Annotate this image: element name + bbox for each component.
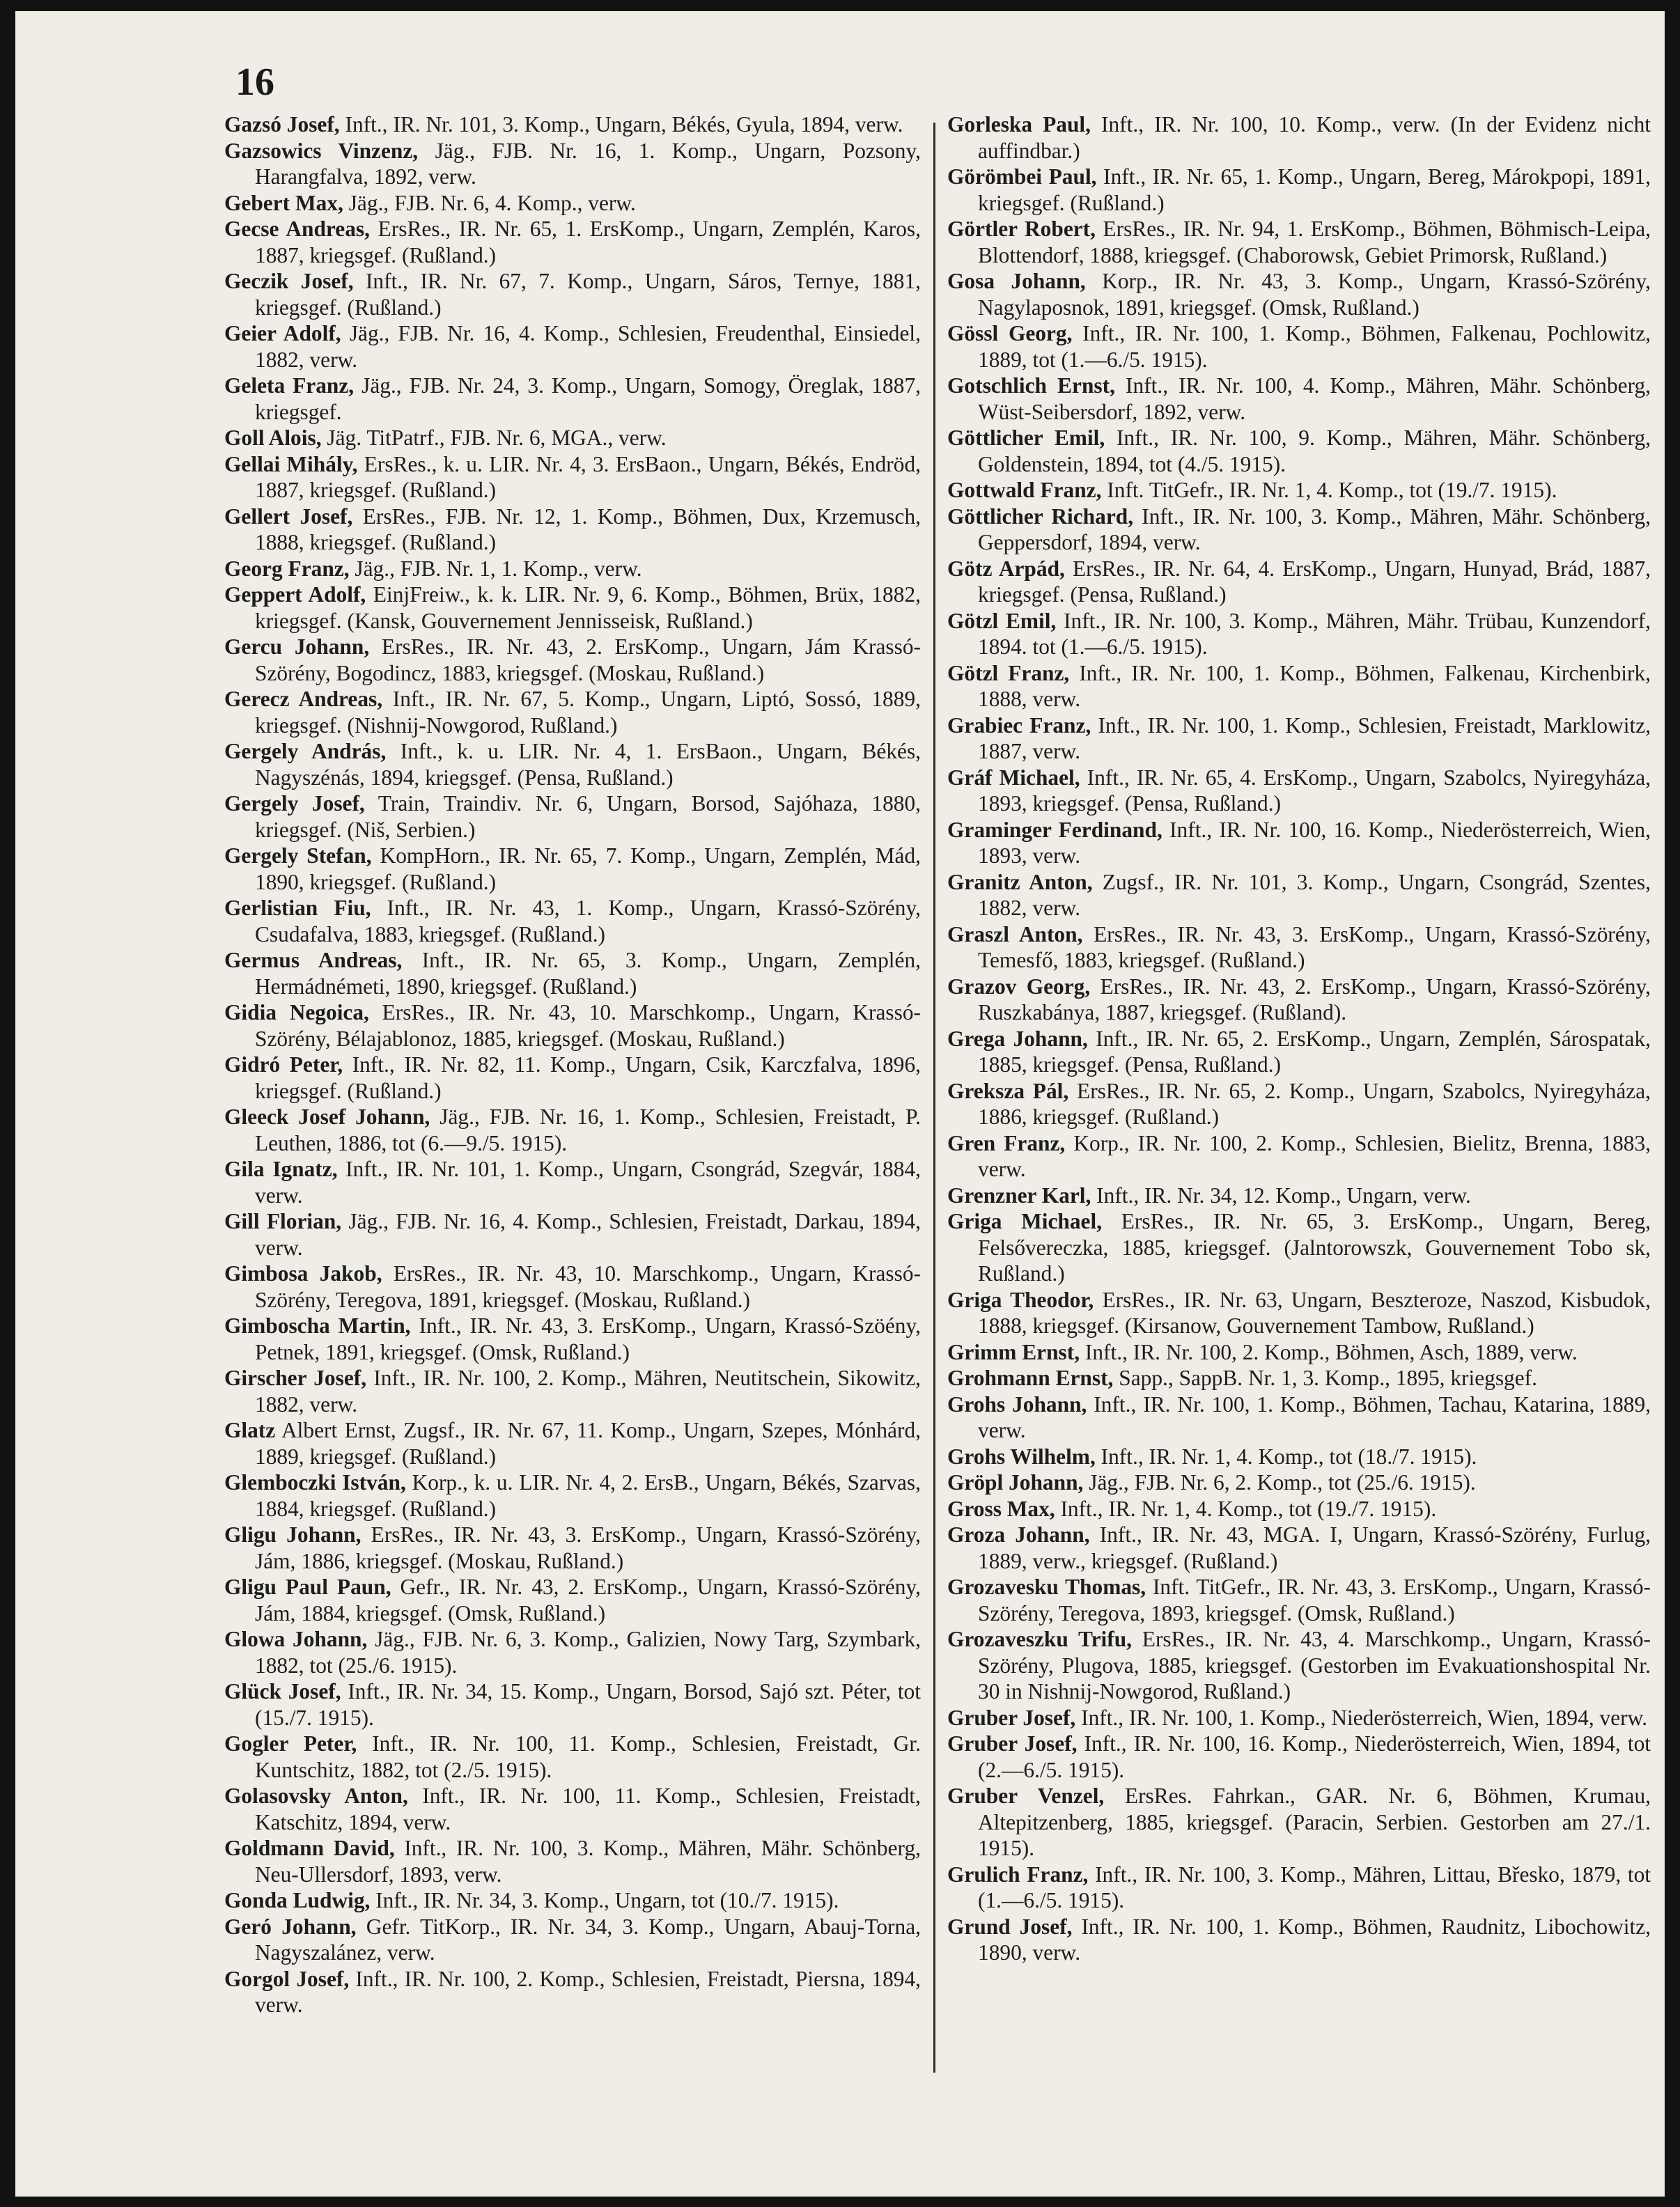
entry-details: Inft., IR. Nr. 65, 4. ErsKomp., Ungarn, Szabolcs, Nyiregyháza, 1893, kriegsgef. (Pensa, Rußland.) (978, 765, 1651, 816)
entry-name: Grozavesku Thomas, (947, 1575, 1146, 1599)
register-entry (947, 268, 1651, 320)
entry-details: Inft., k. u. LIR. Nr. 4, 1. ErsBaon., Ungarn, Békés, Nagyszénás, 1894, kriegsgef. (Pensa, Rußland.) (255, 739, 921, 790)
register-entry (947, 1183, 1651, 1209)
entry-details: Gefr., IR. Nr. 43, 2. ErsKomp., Ungarn, Krassó-Szörény, Jám, 1884, kriegsgef. (Omsk, Rußland.) (255, 1575, 921, 1625)
register-entry (947, 1496, 1651, 1522)
entry-name: Greksza Pál, (947, 1078, 1069, 1103)
entry-details: KompHorn., IR. Nr. 65, 7. Komp., Ungarn, Zemplén, Mád, 1890, kriegsgef. (Rußland.) (255, 843, 921, 894)
document-page (15, 11, 1665, 2197)
right-column (947, 111, 1651, 1966)
register-entry (224, 556, 921, 582)
register-entry (224, 1469, 921, 1522)
register-entry (947, 1444, 1651, 1470)
entry-details: Inft., IR. Nr. 100, 1. Komp., Böhmen, Falkenau, Kirchenbirk, 1888, verw. (978, 660, 1651, 711)
register-entry (947, 164, 1651, 216)
entry-details: Inft., IR. Nr. 34, 15. Komp., Ungarn, Borsod, Sajó szt. Péter, tot (15./7. 1915). (255, 1679, 921, 1730)
entry-details: Inft., IR. Nr. 100, 1. Komp., Niederösterreich, Wien, 1894, verw. (1075, 1705, 1648, 1730)
entry-name: Gogler Peter, (224, 1731, 357, 1756)
entry-details: ErsRes., IR. Nr. 65, 2. Komp., Ungarn, Szabolcs, Nyiregyháza, 1886, kriegsgef. (Rußland.) (978, 1078, 1651, 1129)
entry-name: Germus Andreas, (224, 948, 403, 972)
register-entry (224, 504, 921, 556)
entry-details: Inft., IR. Nr. 100, 1. Komp., Böhmen, Raudnitz, Libochowitz, 1890, verw. (978, 1914, 1651, 1965)
register-entry (947, 660, 1651, 712)
entry-name: Gidró Peter, (224, 1052, 343, 1077)
entry-name: Griga Michael, (947, 1209, 1103, 1233)
register-entry (947, 1469, 1651, 1496)
entry-name: Groza Johann, (947, 1522, 1090, 1547)
entry-name: Gruber Josef, (947, 1705, 1076, 1730)
entry-details: Inft., IR. Nr. 65, 1. Komp., Ungarn, Bereg, Márokpopi, 1891, kriegsgef. (Rußland.) (978, 164, 1651, 215)
entry-details: Inft., IR. Nr. 65, 2. ErsKomp., Ungarn, Zemplén, Sárospatak, 1885, kriegsgef. (Pensa, Rußland.) (978, 1026, 1651, 1077)
entry-details: Jäg., FJB. Nr. 16, 1. Komp., Ungarn, Pozsony, Harangfalva, 1892, verw. (255, 138, 921, 189)
entry-details: ErsRes., k. u. LIR. Nr. 4, 3. ErsBaon., Ungarn, Békés, Endröd, 1887, kriegsgef. (Rußland.) (255, 451, 921, 502)
entry-details: Inft., IR. Nr. 1, 4. Komp., tot (18./7. 1915). (1095, 1444, 1477, 1469)
entry-details: ErsRes., IR. Nr. 43, 3. ErsKomp., Ungarn, Krassó-Szörény, Temesfő, 1883, kriegsgef. (Rußland.) (978, 921, 1651, 972)
entry-details: Inft., IR. Nr. 67, 5. Komp., Ungarn, Liptó, Sossó, 1889, kriegsgef. (Nishnij-Nowgorod, Rußland.) (255, 687, 921, 738)
entry-name: Grazov Georg, (947, 974, 1091, 999)
register-entry (947, 817, 1651, 869)
register-entry (947, 1522, 1651, 1574)
entry-details: Jäg., FJB. Nr. 24, 3. Komp., Ungarn, Somogy, Öreglak, 1887, kriegsgef. (255, 373, 921, 424)
register-entry (947, 504, 1651, 556)
entry-details: ErsRes., IR. Nr. 64, 4. ErsKomp., Ungarn, Hunyad, Brád, 1887, kriegsgef. (Pensa, Rußland.) (978, 556, 1651, 607)
entry-name: Gottwald Franz, (947, 478, 1102, 502)
entry-name: Gonda Ludwig, (224, 1888, 371, 1912)
entry-details: Inft., IR. Nr. 100, 3. Komp., Mähren, Mähr. Trübau, Kunzendorf, 1894. tot (1.—6./5. 1915). (978, 608, 1651, 659)
entry-details: Inft. TitGefr., IR. Nr. 1, 4. Komp., tot (19./7. 1915). (1101, 478, 1557, 502)
entry-details: Inft., IR. Nr. 100, 11. Komp., Schlesien, Freistadt, Katschitz, 1894, verw. (255, 1784, 921, 1834)
entry-name: Gergely Stefan, (224, 843, 372, 868)
entry-name: Glemboczki István, (224, 1470, 406, 1495)
register-entry (224, 738, 921, 790)
entry-details: ErsRes., IR. Nr. 94, 1. ErsKomp., Böhmen, Böhmisch-Leipa, Blottendorf, 1888, kriegsgef. (Chaborowsk, Gebiet Primorsk, Rußland.) (978, 217, 1651, 267)
register-entry (224, 686, 921, 738)
entry-name: Götzl Franz, (947, 660, 1070, 685)
entry-details: Inft., IR. Nr. 100, 3. Komp., Mähren, Mähr. Schönberg, Neu-Ullersdorf, 1893, verw. (255, 1836, 921, 1887)
entry-details: Sapp., SappB. Nr. 1, 3. Komp., 1895, kriegsgef. (1113, 1366, 1537, 1390)
entry-details: Jäg., FJB. Nr. 16, 4. Komp., Schlesien, Freistadt, Darkau, 1894, verw. (255, 1209, 921, 1260)
entry-name: Grund Josef, (947, 1914, 1073, 1939)
entry-name: Gren Franz, (947, 1130, 1066, 1155)
entry-details: ErsRes., IR. Nr. 43, 4. Marschkomp., Ungarn, Krassó-Szörény, Plugova, 1885, kriegsgef. (Gestorben im Evakuationshospital Nr. 30 in Nishnij-Nowgorod, Rußland.) (978, 1627, 1651, 1703)
register-entry (947, 1026, 1651, 1078)
entry-name: Grenzner Karl, (947, 1183, 1091, 1208)
register-entry (947, 1783, 1651, 1862)
register-entry (224, 1052, 921, 1104)
register-entry (224, 947, 921, 999)
entry-name: Geczik Josef, (224, 269, 354, 293)
entry-details: Zugsf., IR. Nr. 101, 3. Komp., Ungarn, Csongrád, Szentes, 1882, verw. (978, 869, 1651, 920)
entry-name: Geppert Adolf, (224, 582, 366, 607)
register-entry (947, 216, 1651, 268)
register-entry (947, 1130, 1651, 1183)
entry-name: Gotschlich Ernst, (947, 373, 1115, 398)
entry-details: Inft., IR. Nr. 100, 3. Komp., Mähren, Mähr. Schönberg, Geppersdorf, 1894, verw. (978, 504, 1651, 554)
entry-details: Korp., k. u. LIR. Nr. 4, 2. ErsB., Ungarn, Békés, Szarvas, 1884, kriegsgef. (Rußland.) (255, 1470, 921, 1521)
entry-name: Glatz (224, 1418, 276, 1442)
register-entry (224, 1522, 921, 1574)
entry-details: Inft., IR. Nr. 100, 10. Komp., verw. (In der Evidenz nicht auffindbar.) (978, 112, 1651, 163)
register-entry (947, 373, 1651, 425)
register-entry (947, 1365, 1651, 1391)
register-entry (224, 1626, 921, 1678)
register-entry (224, 1261, 921, 1313)
entry-name: Gerecz Andreas, (224, 687, 383, 711)
entry-details: EinjFreiw., k. k. LIR. Nr. 9, 6. Komp., Böhmen, Brüx, 1882, kriegsgef. (Kansk, Gouvernement Jennisseisk, Rußland.) (255, 582, 921, 633)
entry-details: ErsRes., IR. Nr. 43, 2. ErsKomp., Ungarn, Jám Krassó-Szörény, Bogodincz, 1883, kriegsgef. (Moskau, Rußland.) (255, 634, 921, 685)
register-entry (224, 1208, 921, 1261)
register-entry (947, 556, 1651, 608)
entry-name: Georg Franz, (224, 556, 350, 581)
entry-name: Gosa Johann, (947, 269, 1086, 293)
entry-name: Glück Josef, (224, 1679, 341, 1703)
entry-name: Gorleska Paul, (947, 112, 1091, 137)
register-entry (224, 1966, 921, 2018)
register-entry (947, 1626, 1651, 1705)
register-entry (947, 869, 1651, 921)
entry-name: Görömbei Paul, (947, 164, 1097, 189)
entry-name: Griga Theodor, (947, 1287, 1094, 1312)
column-divider (933, 123, 935, 2073)
register-entry (224, 216, 921, 268)
register-entry (224, 138, 921, 190)
entry-name: Gorgol Josef, (224, 1966, 350, 1991)
entry-name: Gruber Josef, (947, 1731, 1078, 1756)
register-entry (224, 1731, 921, 1783)
register-entry (947, 477, 1651, 504)
entry-details: Inft., IR. Nr. 34, 3. Komp., Ungarn, tot (10./7. 1915). (370, 1888, 839, 1912)
entry-name: Görtler Robert, (947, 217, 1096, 241)
register-entry (224, 111, 921, 138)
entry-name: Geier Adolf, (224, 321, 341, 345)
entry-details: Inft., IR. Nr. 100, 1. Komp., Böhmen, Tachau, Katarina, 1889, verw. (978, 1391, 1651, 1442)
entry-details: Inft., IR. Nr. 82, 11. Komp., Ungarn, Csik, Karczfalva, 1896, kriegsgef. (Rußland.) (255, 1052, 921, 1103)
entry-name: Gazsó Josef, (224, 112, 340, 137)
entry-details: Inft., IR. Nr. 34, 12. Komp., Ungarn, verw. (1091, 1183, 1471, 1208)
register-entry (947, 1914, 1651, 1966)
entry-name: Gligu Paul Paun, (224, 1575, 391, 1599)
entry-details: Inft., IR. Nr. 100, 16. Komp., Niederösterreich, Wien, 1893, verw. (978, 817, 1651, 868)
entry-details: Inft., IR. Nr. 100, 3. Komp., Mähren, Littau, Břesko, 1879, tot (1.—6./5. 1915). (978, 1862, 1651, 1912)
entry-name: Goll Alois, (224, 426, 322, 450)
entry-details: Inft., IR. Nr. 43, MGA. I, Ungarn, Krassó-Szörény, Furlug, 1889, verw., kriegsgef. (Rußland.) (978, 1522, 1651, 1573)
register-entry (224, 451, 921, 504)
entry-details: Jäg., FJB. Nr. 16, 1. Komp., Schlesien, Freistadt, P. Leuthen, 1886, tot (6.—9./5. 1915). (255, 1105, 921, 1155)
entry-details: Inft., IR. Nr. 101, 1. Komp., Ungarn, Csongrád, Szegvár, 1884, verw. (255, 1157, 921, 1208)
register-entry (947, 1705, 1651, 1731)
entry-details: Jäg., FJB. Nr. 1, 1. Komp., verw. (349, 556, 642, 581)
entry-details: Inft., IR. Nr. 101, 3. Komp., Ungarn, Békés, Gyula, 1894, verw. (339, 112, 903, 137)
entry-details: Inft., IR. Nr. 100, 2. Komp., Mähren, Neutitschein, Sikowitz, 1882, verw. (255, 1366, 921, 1417)
register-entry (224, 1156, 921, 1208)
entry-details: Gefr. TitKorp., IR. Nr. 34, 3. Komp., Ungarn, Abauj-Torna, Nagyszalánez, verw. (255, 1914, 921, 1965)
register-entry (947, 974, 1651, 1026)
entry-name: Grohs Johann, (947, 1391, 1087, 1417)
register-entry (947, 765, 1651, 817)
entry-details: Inft., IR. Nr. 100, 1. Komp., Böhmen, Falkenau, Pochlowitz, 1889, tot (1.—6./5. 1915). (978, 321, 1651, 372)
register-entry (224, 190, 921, 217)
entry-name: Gellai Mihály, (224, 451, 358, 476)
entry-name: Gráf Michael, (947, 765, 1080, 790)
entry-name: Geró Johann, (224, 1914, 357, 1939)
entry-name: Gleeck Josef Johann, (224, 1105, 430, 1129)
entry-name: Graminger Ferdinand, (947, 817, 1162, 842)
register-entry (224, 268, 921, 320)
entry-name: Gergely Josef, (224, 791, 365, 816)
entry-details: Inft., IR. Nr. 100, 4. Komp., Mähren, Mähr. Schönberg, Wüst-Seibersdorf, 1892, verw. (978, 373, 1651, 424)
entry-details: ErsRes., FJB. Nr. 12, 1. Komp., Böhmen, Dux, Krzemusch, 1888, kriegsgef. (Rußland.) (255, 504, 921, 554)
register-entry (947, 1391, 1651, 1444)
entry-details: ErsRes. Fahrkan., GAR. Nr. 6, Böhmen, Krumau, Altepitzenberg, 1885, kriegsgef. (Paracin, Serbien. Gestorben am 27./1. 1915). (978, 1784, 1651, 1860)
entry-name: Gruber Venzel, (947, 1784, 1105, 1808)
register-entry (224, 1417, 921, 1469)
entry-details: Inft., IR. Nr. 65, 3. Komp., Ungarn, Zemplén, Hermádnémeti, 1890, kriegsgef. (Rußland.) (255, 948, 921, 999)
entry-name: Gill Florian, (224, 1209, 342, 1233)
entry-name: Grulich Franz, (947, 1862, 1089, 1887)
entry-name: Gross Max, (947, 1496, 1055, 1521)
register-entry (224, 1783, 921, 1835)
entry-details: Inft., IR. Nr. 100, 11. Komp., Schlesien, Freistadt, Gr. Kuntschitz, 1882, tot (2./5. 1915). (255, 1731, 921, 1782)
entry-details: Korp., IR. Nr. 100, 2. Komp., Schlesien, Bielitz, Brenna, 1883, verw. (978, 1130, 1651, 1181)
register-entry (947, 425, 1651, 477)
register-entry (224, 1574, 921, 1626)
entry-name: Glowa Johann, (224, 1627, 368, 1651)
register-entry (224, 634, 921, 686)
entry-details: Jäg. TitPatrf., FJB. Nr. 6, MGA., verw. (321, 426, 667, 450)
entry-name: Gligu Johann, (224, 1522, 361, 1547)
register-entry (224, 373, 921, 425)
entry-name: Gimbosa Jakob, (224, 1261, 382, 1286)
entry-name: Grimm Ernst, (947, 1339, 1080, 1364)
entry-name: Grohs Wilhelm, (947, 1444, 1096, 1469)
entry-name: Grabiec Franz, (947, 712, 1091, 738)
entry-name: Gössl Georg, (947, 321, 1073, 345)
register-entry (947, 1731, 1651, 1783)
entry-details: ErsRes., IR. Nr. 43, 10. Marschkomp., Ungarn, Krassó-Szörény, Bélajablonoz, 1885, kriegsgef. (Moskau, Rußland.) (255, 1000, 921, 1051)
register-entry (224, 1835, 921, 1887)
register-entry (224, 320, 921, 373)
register-entry (224, 895, 921, 947)
register-entry (224, 1914, 921, 1966)
entry-details: ErsRes., IR. Nr. 43, 10. Marschkomp., Ungarn, Krassó-Szörény, Teregova, 1891, kriegsgef. (Moskau, Rußland.) (255, 1261, 921, 1312)
register-entry (224, 790, 921, 843)
entry-details: Jäg., FJB. Nr. 6, 4. Komp., verw. (343, 190, 636, 215)
entry-name: Gerlistian Fiu, (224, 896, 371, 920)
entry-details: Inft., IR. Nr. 100, 1. Komp., Schlesien, Freistadt, Marklowitz, 1887, verw. (978, 712, 1651, 763)
register-entry (947, 1078, 1651, 1130)
register-entry (947, 921, 1651, 974)
entry-details: Inft., IR. Nr. 1, 4. Komp., tot (19./7. 1915). (1055, 1496, 1437, 1521)
entry-details: Inft., IR. Nr. 100, 2. Komp., Böhmen, Asch, 1889, verw. (1080, 1339, 1578, 1364)
register-entry (224, 425, 921, 451)
entry-details: Inft., IR. Nr. 100, 2. Komp., Schlesien, Freistadt, Piersna, 1894, verw. (255, 1966, 921, 2017)
register-entry (947, 320, 1651, 373)
register-entry (947, 1574, 1651, 1626)
entry-name: Graszl Anton, (947, 921, 1083, 946)
entry-details: Inft., IR. Nr. 100, 9. Komp., Mähren, Mähr. Schönberg, Goldenstein, 1894, tot (4./5. 1915). (978, 426, 1651, 476)
entry-name: Grozaveszku Trifu, (947, 1627, 1133, 1651)
entry-details: Korp., IR. Nr. 43, 3. Komp., Ungarn, Krassó-Szörény, Nagylaposnok, 1891, kriegsgef. (Omsk, Rußland.) (978, 269, 1651, 320)
entry-details: ErsRes., IR. Nr. 65, 3. ErsKomp., Ungarn, Bereg, Felsővereczka, 1885, kriegsgef. (Jalntorowszk, Gouvernement Tobo sk, Rußland.) (978, 1209, 1651, 1286)
entry-name: Goldmann David, (224, 1836, 395, 1860)
entry-details: Inft. TitGefr., IR. Nr. 43, 3. ErsKomp., Ungarn, Krassó-Szörény, Teregova, 1893, kriegsgef. (Omsk, Rußland.) (978, 1575, 1651, 1625)
entry-details: Train, Traindiv. Nr. 6, Ungarn, Borsod, Sajóhaza, 1880, kriegsgef. (Niš, Serbien.) (255, 791, 921, 842)
entry-details: Inft., IR. Nr. 43, 3. ErsKomp., Ungarn, Krassó-Szöény, Petnek, 1891, kriegsgef. (Omsk, Rußland.) (255, 1313, 921, 1364)
page-number: 16 (235, 61, 274, 104)
register-entry (224, 1104, 921, 1156)
entry-name: Gecse Andreas, (224, 217, 370, 241)
register-entry (224, 843, 921, 895)
left-column (224, 111, 921, 2018)
entry-name: Grega Johann, (947, 1026, 1088, 1051)
register-entry (947, 712, 1651, 765)
entry-name: Gellert Josef, (224, 504, 353, 529)
entry-name: Gercu Johann, (224, 634, 370, 659)
entry-name: Gebert Max, (224, 190, 343, 215)
entry-name: Gidia Negoica, (224, 1000, 369, 1024)
register-entry (224, 1313, 921, 1365)
entry-name: Götzl Emil, (947, 608, 1057, 633)
entry-name: Gimboscha Martin, (224, 1313, 411, 1338)
register-entry (947, 111, 1651, 164)
entry-details: ErsRes., IR. Nr. 65, 1. ErsKomp., Ungarn, Zemplén, Karos, 1887, kriegsgef. (Rußland.) (255, 217, 921, 267)
entry-name: Göttlicher Richard, (947, 504, 1134, 529)
register-entry (947, 1339, 1651, 1366)
entry-name: Gila Ignatz, (224, 1157, 338, 1181)
entry-details: Inft., IR. Nr. 67, 7. Komp., Ungarn, Sáros, Ternye, 1881, kriegsgef. (Rußland.) (255, 269, 921, 320)
entry-details: ErsRes., IR. Nr. 43, 3. ErsKomp., Ungarn, Krassó-Szörény, Jám, 1886, kriegsgef. (Moskau, Rußland.) (255, 1522, 921, 1573)
entry-details: Jäg., FJB. Nr. 6, 2. Komp., tot (25./6. 1915). (1083, 1470, 1476, 1495)
entry-details: Inft., IR. Nr. 43, 1. Komp., Ungarn, Krassó-Szörény, Csudafalva, 1883, kriegsgef. (Rußland.) (255, 896, 921, 946)
entry-name: Golasovsky Anton, (224, 1784, 408, 1808)
register-entry (947, 1287, 1651, 1339)
register-entry (947, 608, 1651, 660)
register-entry (224, 999, 921, 1052)
entry-name: Granitz Anton, (947, 869, 1093, 894)
entry-name: Gazsowics Vinzenz, (224, 138, 419, 163)
entry-details: Jäg., FJB. Nr. 6, 3. Komp., Galizien, Nowy Targ, Szymbark, 1882, tot (25./6. 1915). (255, 1627, 921, 1678)
register-entry (947, 1862, 1651, 1914)
register-entry (224, 1678, 921, 1731)
entry-details: Inft., IR. Nr. 100, 16. Komp., Niederösterreich, Wien, 1894, tot (2.—6./5. 1915). (978, 1731, 1651, 1782)
register-entry (947, 1208, 1651, 1287)
register-entry (224, 582, 921, 634)
entry-name: Grohmann Ernst, (947, 1366, 1114, 1390)
entry-name: Gergely András, (224, 739, 387, 763)
entry-details: Jäg., FJB. Nr. 16, 4. Komp., Schlesien, Freudenthal, Einsiedel, 1882, verw. (255, 321, 921, 372)
entry-name: Göttlicher Emil, (947, 426, 1105, 450)
entry-name: Götz Arpád, (947, 556, 1065, 581)
entry-name: Gröpl Johann, (947, 1470, 1084, 1495)
entry-details: ErsRes., IR. Nr. 43, 2. ErsKomp., Ungarn, Krassó-Szörény, Ruszkabánya, 1887, kriegsgef. (Rußland). (978, 974, 1651, 1024)
register-entry (224, 1887, 921, 1914)
entry-details: ErsRes., IR. Nr. 63, Ungarn, Beszteroze, Naszod, Kisbudok, 1888, kriegsgef. (Kirsanow, Gouvernement Tambow, Rußland.) (978, 1287, 1651, 1338)
entry-name: Girscher Josef, (224, 1366, 367, 1390)
entry-details: Albert Ernst, Zugsf., IR. Nr. 67, 11. Komp., Ungarn, Szepes, Mónhárd, 1889, kriegsgef. (Rußland.) (255, 1418, 921, 1469)
register-entry (224, 1365, 921, 1417)
entry-name: Geleta Franz, (224, 373, 355, 398)
